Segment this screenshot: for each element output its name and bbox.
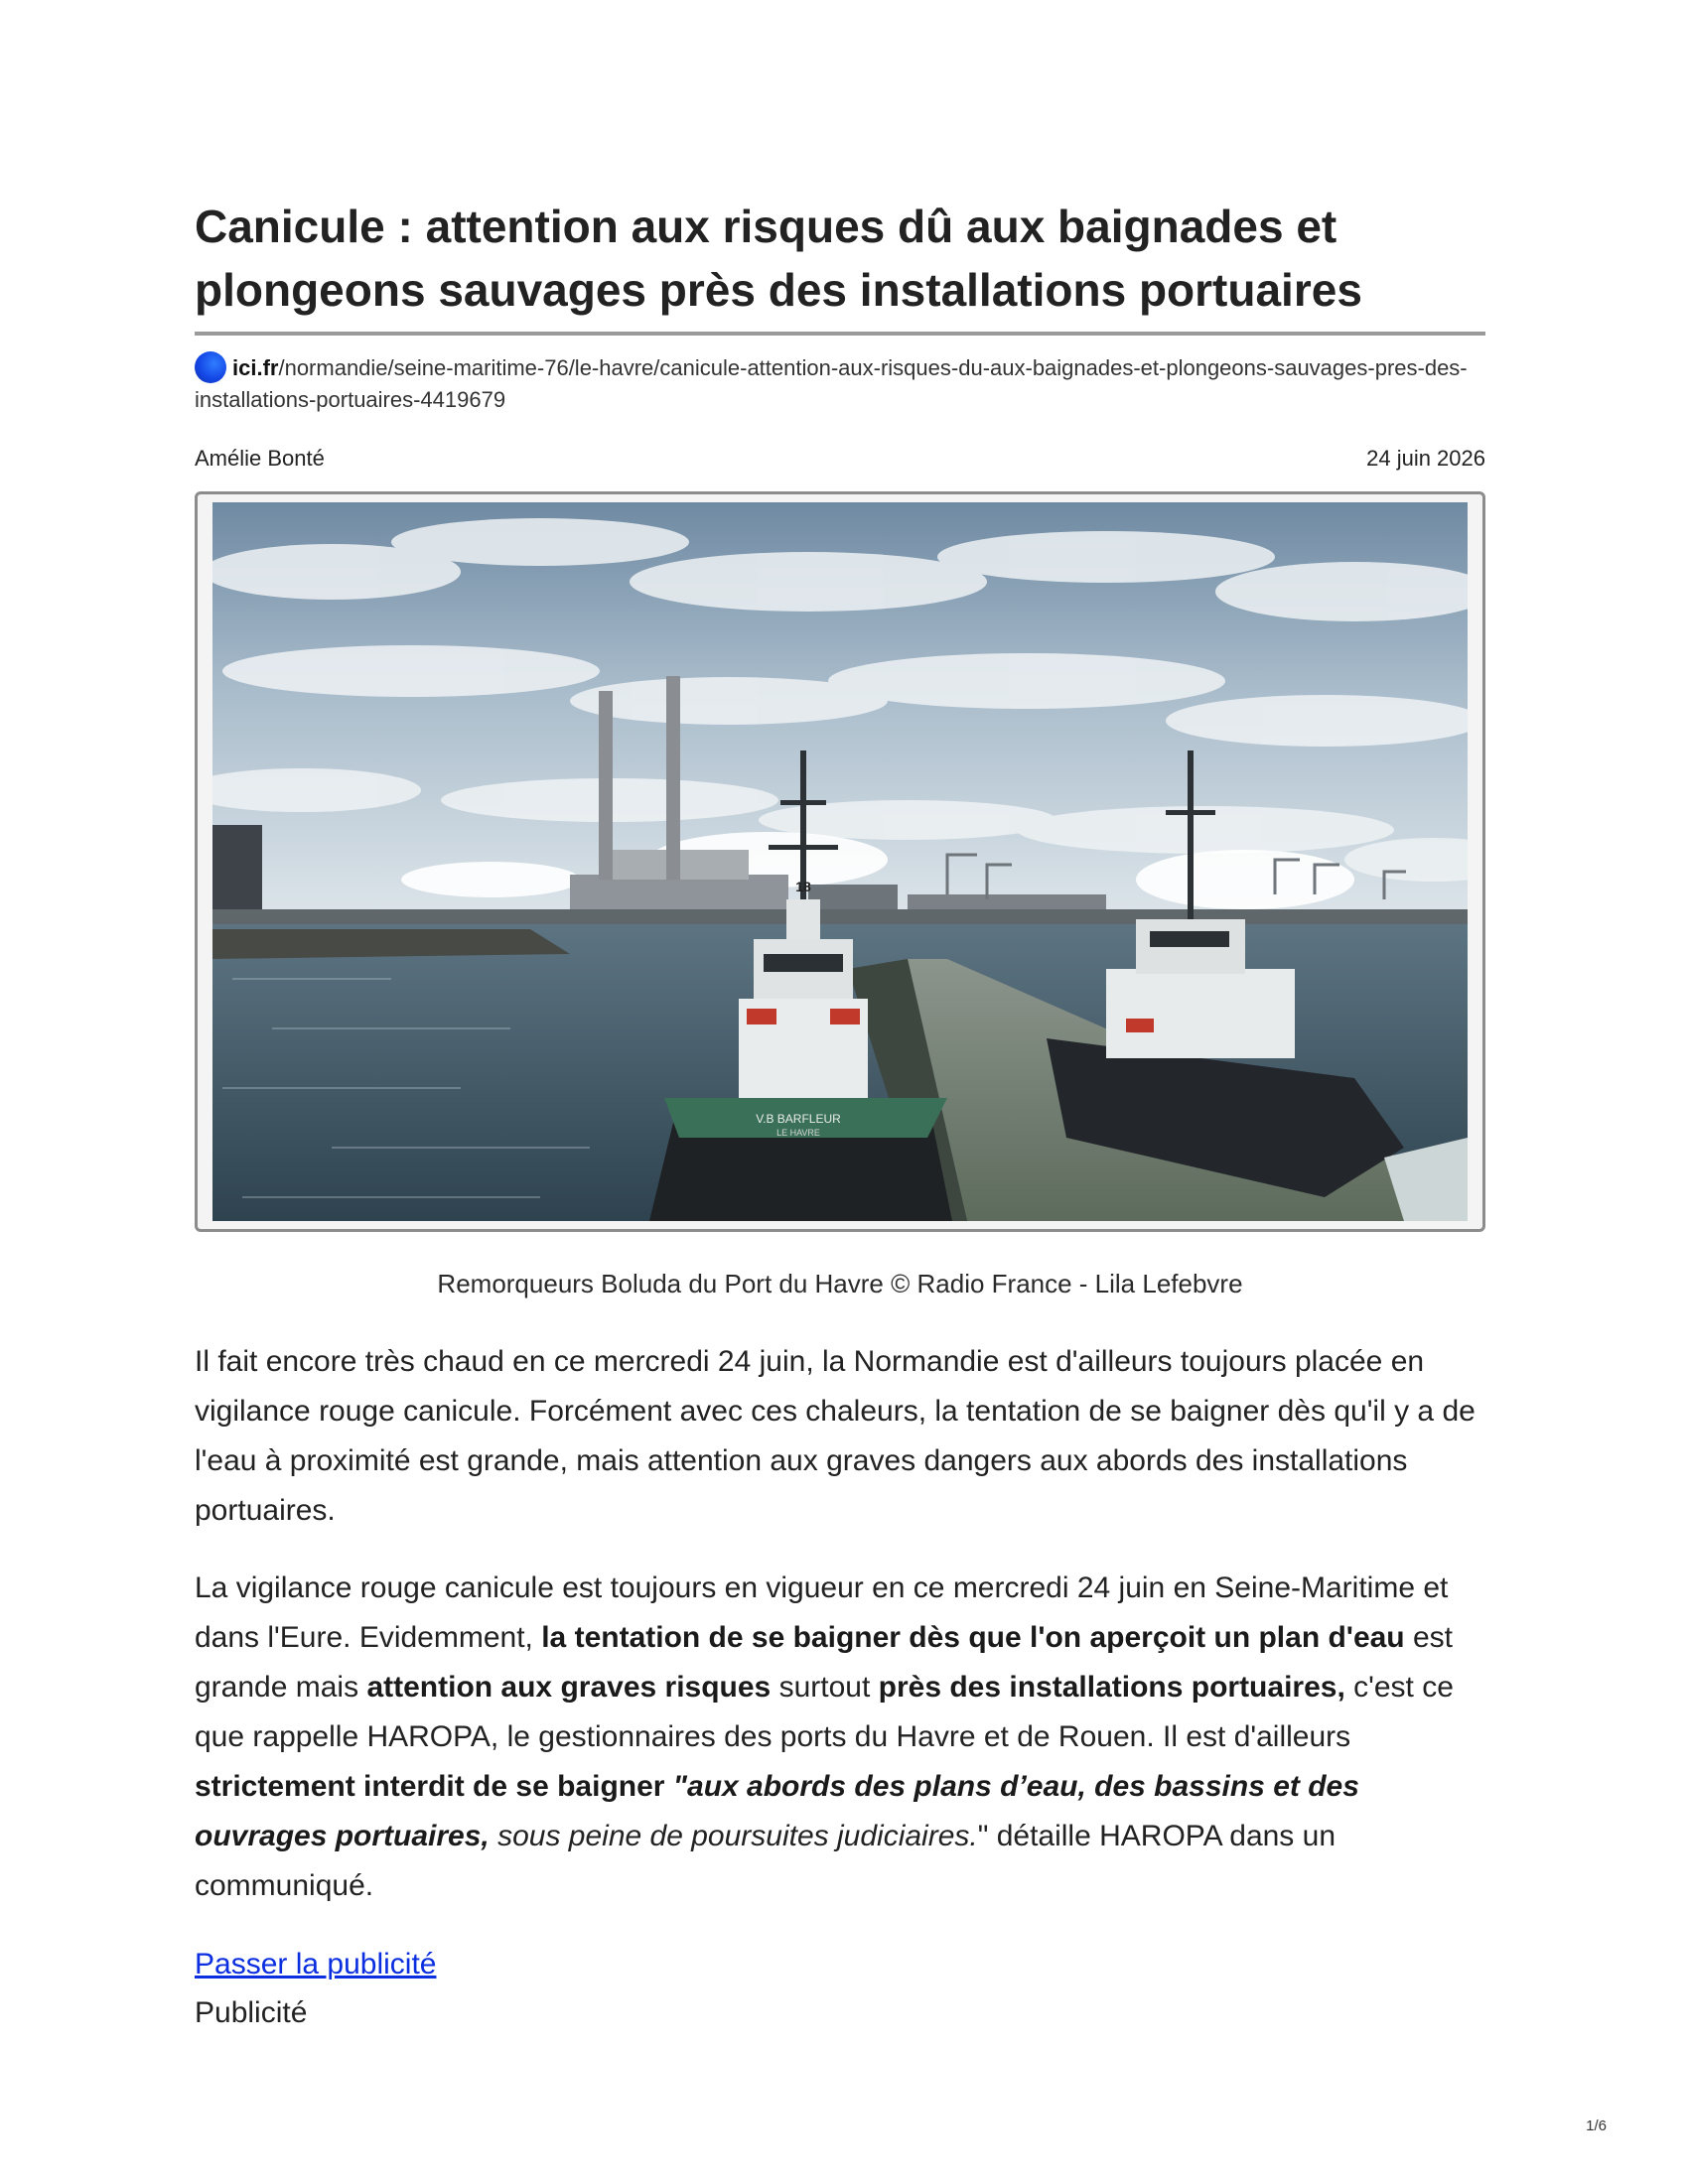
body-bold-text: attention aux graves risques: [366, 1671, 772, 1704]
article-image: [195, 491, 1485, 1232]
body-text: c'est ce que rappelle HAROPA, le gestionnaires des ports du Havre et de Rouen. Il est d'ailleurs: [195, 1671, 1454, 1753]
ici-logo-icon: [195, 351, 226, 383]
body-text: La vigilance rouge canicule est toujours en vigueur en ce mercredi 24 juin en Seine-Maritime et dans l'Eure. Evidemment,: [195, 1571, 1449, 1654]
body-italic-quote: sous peine de poursuites judiciaires.: [489, 1820, 978, 1852]
page-indicator: 1/6: [1586, 2117, 1607, 2134]
body-bold-text: près des installations portuaires,: [878, 1671, 1345, 1704]
ad-label: Publicité: [195, 1996, 308, 2029]
article-title: Canicule : attention aux risques dû aux baignades et plongeons sauvages près des installations portuaires: [195, 201, 1362, 316]
title-divider: [195, 332, 1485, 336]
boat-home-label: LE HAVRE: [776, 1128, 820, 1138]
skip-ad-link[interactable]: Passer la publicité: [195, 1948, 437, 1980]
boat-number-label: 18: [795, 879, 811, 894]
article-meta: [195, 444, 1485, 474]
body-text: " détaille HAROPA dans un communiqué.: [195, 1820, 1336, 1902]
harbour-tugboats-photo: [212, 502, 1468, 1221]
intro-paragraph: Il fait encore très chaud en ce mercredi 24 juin, la Normandie est d'ailleurs toujours placée en vigilance rouge canicule. Forcément avec ces chaleurs, la tentation de se baigner dès qu'il y a de l'eau à proximité est grande, mais attention aux graves dangers aux abords des installations portuaires.: [195, 1345, 1476, 1527]
body-paragraph: [195, 1564, 1485, 1911]
image-caption: Remorqueurs Boluda du Port du Havre © Radio France - Lila Lefebvre: [437, 1269, 1243, 1298]
body-text: est grande mais: [195, 1621, 1453, 1704]
source-url[interactable]: [195, 351, 1485, 416]
publish-date: 24 juin 2026: [1366, 446, 1485, 471]
source-path: /normandie/seine-maritime-76/le-havre/canicule-attention-aux-risques-du-aux-baignades-et-plongeons-sauvages-pres-des-installations-portuaires-4419679: [195, 355, 1468, 412]
boat-name-label: V.B BARFLEUR: [756, 1112, 841, 1126]
body-bold-text: la tentation de se baigner dès que l'on aperçoit un plan d'eau: [541, 1621, 1405, 1654]
author: Amélie Bonté: [195, 446, 325, 471]
article: [195, 195, 1485, 2038]
body-bold-text: strictement interdit de se baigner: [195, 1770, 665, 1803]
source-domain: ici.fr: [232, 355, 279, 380]
body-text: surtout: [771, 1671, 879, 1704]
body-bold-italic-quote: "aux abords des plans d’eau, des bassins et des ouvrages portuaires,: [195, 1770, 1359, 1852]
